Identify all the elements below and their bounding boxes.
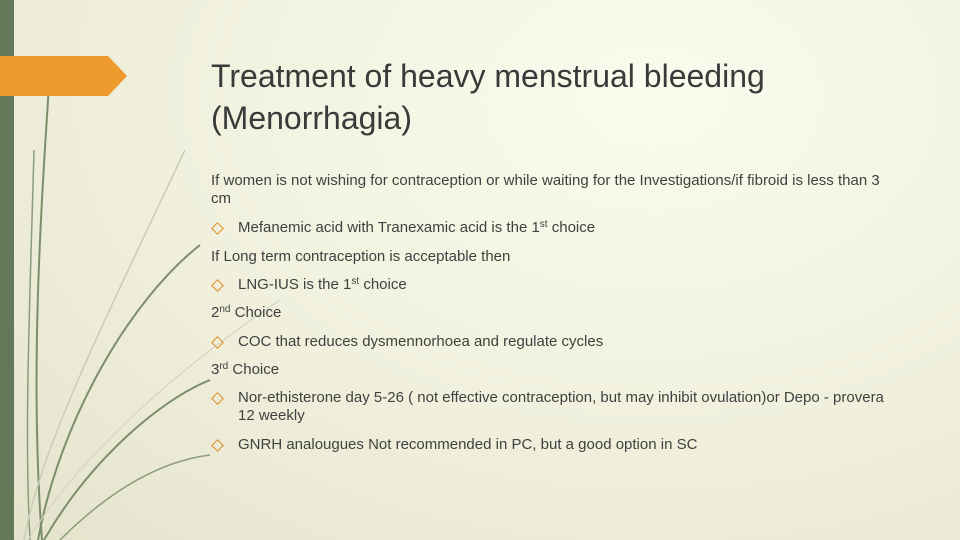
bullet-item (211, 219, 901, 237)
slide-title (211, 55, 891, 139)
title-marker (0, 56, 127, 96)
bullet-item (211, 333, 901, 351)
bullet-text: LNG-IUS is the 1st choice (238, 276, 407, 293)
title-line-1: Treatment of heavy menstrual bleeding (211, 58, 765, 94)
long-term-text: If Long term contraception is acceptable then (211, 248, 511, 265)
diamond-icon (211, 336, 224, 349)
diamond-icon (211, 279, 224, 292)
bullet-item (211, 436, 901, 454)
bullet-text: COC that reduces dysmennorhoea and regulate cycles (238, 333, 604, 350)
second-choice-heading: 2nd Choice (211, 304, 282, 321)
diamond-icon (211, 222, 224, 235)
diamond-icon (211, 392, 224, 405)
bullet-text: GNRH analougues Not recommended in PC, but a good option in SC (238, 436, 698, 453)
third-choice-heading: 3rd Choice (211, 361, 280, 378)
diamond-icon (211, 439, 224, 452)
bullet-item (211, 389, 901, 425)
bullet-text: Nor-ethisterone day 5-26 ( not effective contraception, but may inhibit ovulation)or Depo - provera 12 weekly (238, 389, 884, 424)
bullet-text: Mefanemic acid with Tranexamic acid is the 1st choice (238, 219, 596, 236)
title-line-2: (Menorrhagia) (211, 100, 412, 136)
intro-text: If women is not wishing for contraception or while waiting for the Investigations/if fibroid is less than 3 cm (211, 172, 880, 207)
bullet-item (211, 276, 901, 294)
